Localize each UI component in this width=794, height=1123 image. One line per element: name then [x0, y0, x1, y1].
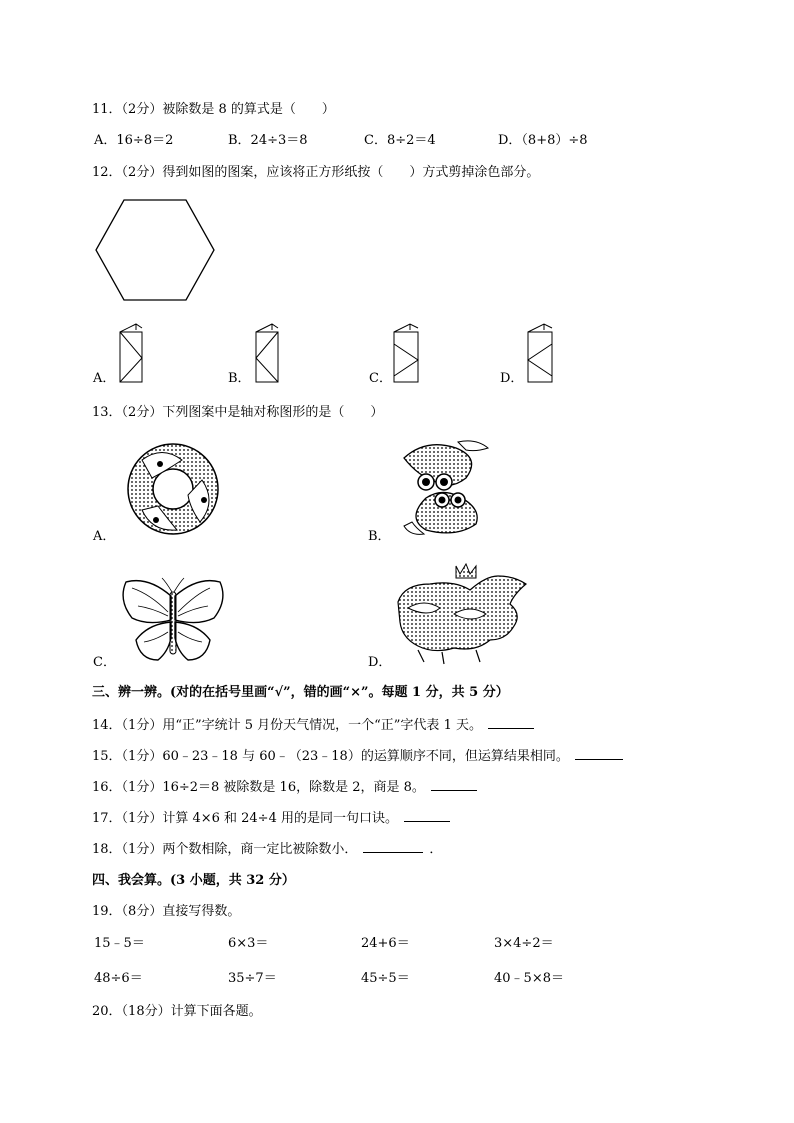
- q19-item-8[interactable]: 40﹣5×8＝: [494, 971, 564, 986]
- q17-line: [92, 809, 450, 828]
- q15-line: [92, 747, 623, 766]
- q11-option-c[interactable]: C．8÷2＝4: [364, 133, 436, 148]
- q19-item-5[interactable]: 48÷6＝: [94, 971, 143, 986]
- q15-text: 15．（1分）60﹣23﹣18 与 60﹣（23﹣18）的运算顺序不同，但运算结果相同。: [92, 749, 569, 764]
- twin-fish-image: [396, 438, 492, 538]
- q18-end-mark: ．: [429, 842, 443, 857]
- q12-label-d[interactable]: D．: [500, 371, 524, 386]
- q13-label-c[interactable]: C．: [93, 655, 116, 670]
- q19-item-6[interactable]: 35÷7＝: [228, 971, 277, 986]
- q19-item-1[interactable]: 15﹣5＝: [94, 936, 145, 951]
- q12-stem: 12．（2分）得到如图的图案，应该将正方形纸按（ ）方式剪掉涂色部分。: [92, 165, 540, 180]
- q15-answer-blank[interactable]: [575, 747, 623, 760]
- q16-line: [92, 778, 477, 797]
- folded-paper-b-icon: [250, 322, 282, 384]
- q14-line: [92, 716, 534, 735]
- q13-label-b[interactable]: B．: [368, 529, 391, 544]
- q13-label-d[interactable]: D．: [368, 655, 392, 670]
- q14-answer-blank[interactable]: [488, 716, 534, 729]
- q16-answer-blank[interactable]: [431, 778, 477, 791]
- q17-answer-blank[interactable]: [404, 809, 450, 822]
- q18-line: [92, 840, 442, 859]
- q11-stem: 11．（2分）被除数是 8 的算式是（ ）: [92, 102, 335, 117]
- folded-paper-d-icon: [524, 322, 556, 384]
- q17-text: 17．（1分）计算 4×6 和 24÷4 用的是同一句口诀。: [92, 811, 398, 826]
- q19-item-7[interactable]: 45÷5＝: [361, 971, 410, 986]
- q19-item-4[interactable]: 3×4÷2＝: [494, 936, 554, 951]
- q18-text: 18．（1分）两个数相除，商一定比被除数小．: [92, 842, 358, 857]
- q13-label-a[interactable]: A．: [93, 529, 116, 544]
- q18-answer-blank[interactable]: [363, 840, 423, 853]
- hexagon-figure: [94, 198, 216, 304]
- q20-stem: 20．（18分）计算下面各题。: [92, 1004, 262, 1019]
- q11-option-a[interactable]: A．16÷8＝2: [94, 133, 174, 148]
- q19-item-2[interactable]: 6×3＝: [228, 936, 269, 951]
- folded-paper-a-icon: [116, 322, 146, 384]
- q12-label-c[interactable]: C．: [369, 371, 392, 386]
- q13-stem: 13．（2分）下列图案中是轴对称图形的是（ ）: [92, 405, 384, 420]
- q14-text: 14．（1分）用“正”字统计 5 月份天气情况，一个“正”字代表 1 天。: [92, 718, 482, 733]
- q16-text: 16．（1分）16÷2＝8 被除数是 16，除数是 2，商是 8。: [92, 780, 425, 795]
- section3-heading: 三、辨一辨。(对的在括号里画“√”，错的画“×”。每题 1 分，共 5 分）: [92, 685, 509, 700]
- q12-label-b[interactable]: B．: [228, 371, 251, 386]
- q11-option-b[interactable]: B．24÷3＝8: [228, 133, 308, 148]
- q11-option-d[interactable]: D．（8+8）÷8: [498, 133, 588, 148]
- q12-label-a[interactable]: A．: [93, 371, 116, 386]
- fish-ring-image: [122, 440, 224, 538]
- q19-stem: 19．（8分）直接写得数。: [92, 904, 241, 919]
- section4-heading: 四、我会算。(3 小题，共 32 分）: [92, 873, 295, 888]
- dragon-image: [394, 562, 530, 666]
- butterfly-image: [118, 576, 228, 666]
- q19-item-3[interactable]: 24+6＝: [361, 936, 410, 951]
- folded-paper-c-icon: [390, 322, 422, 384]
